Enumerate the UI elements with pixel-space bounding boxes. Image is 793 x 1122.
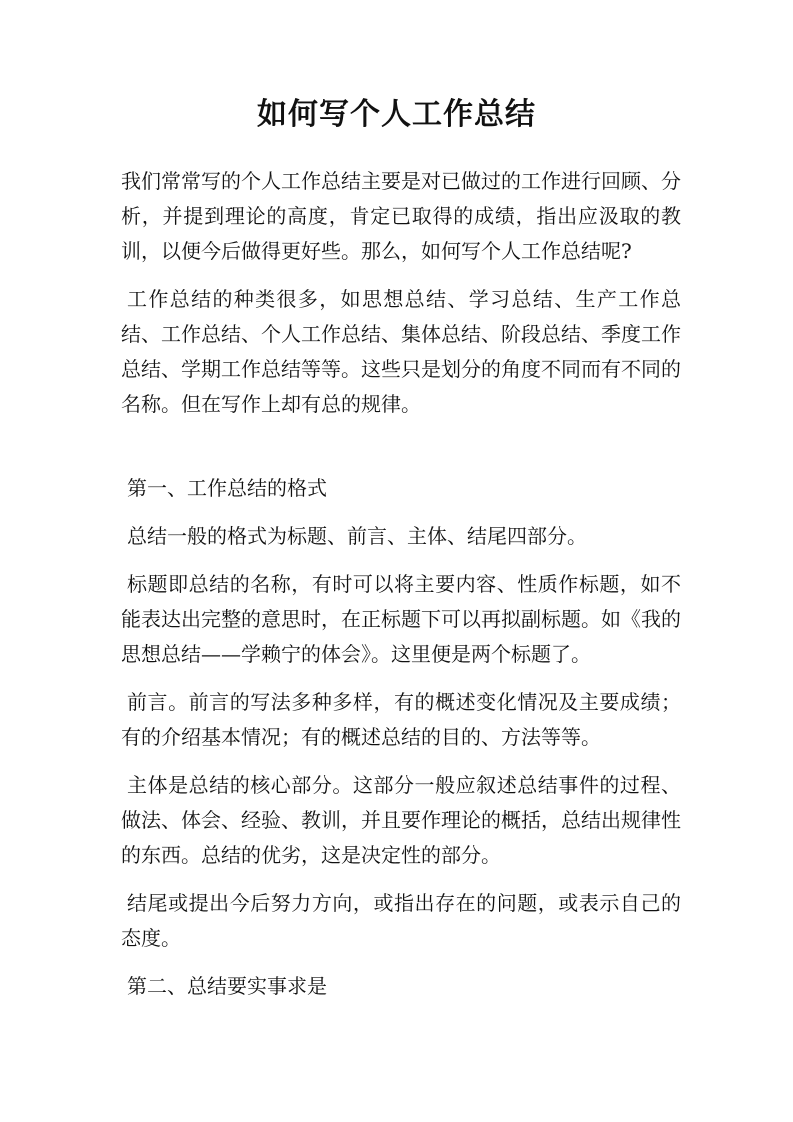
page-title: 如何写个人工作总结: [257, 97, 536, 132]
paragraph-preface: 前言。前言的写法多种多样，有的概述变化情况及主要成绩；有的介绍基本情况；有的概述总结的目的、方法等等。: [121, 690, 681, 749]
paragraph-intro: 我们常常写的个人工作总结主要是对已做过的工作进行回顾、分析，并提到理论的高度，肯定已取得的成绩，指出应汲取的教训，以便今后做得更好些。那么，如何写个人工作总结呢?: [121, 169, 681, 263]
paragraph-ending: 结尾或提出今后努力方向，或指出存在的问题，或表示自己的态度。: [121, 891, 681, 950]
section-heading-format: 第一、工作总结的格式: [127, 476, 327, 500]
document-body: [121, 164, 681, 1017]
section-heading-truthful: 第二、总结要实事求是: [127, 974, 327, 998]
paragraph-title-explanation: 标题即总结的名称，有时可以将主要内容、性质作标题，如不能表达出完整的意思时，在正标题下可以再拟副标题。如《我的思想总结——学赖宁的体会》。这里便是两个标题了。: [121, 572, 681, 666]
paragraph-spacer: [121, 435, 681, 471]
paragraph-main-body: 主体是总结的核心部分。这部分一般应叙述总结事件的过程、做法、体会、经验、教训，并且要作理论的概括，总结出规律性的东西。总结的优劣，这是决定性的部分。: [121, 773, 681, 867]
paragraph-format-parts: 总结一般的格式为标题、前言、主体、结尾四部分。: [127, 524, 587, 548]
paragraph-types: 工作总结的种类很多，如思想总结、学习总结、生产工作总结、工作总结、个人工作总结、集体总结、阶段总结、季度工作总结、学期工作总结等等。这些只是划分的角度不同而有不同的名称。但在写作上却有总的规律。: [121, 287, 681, 416]
